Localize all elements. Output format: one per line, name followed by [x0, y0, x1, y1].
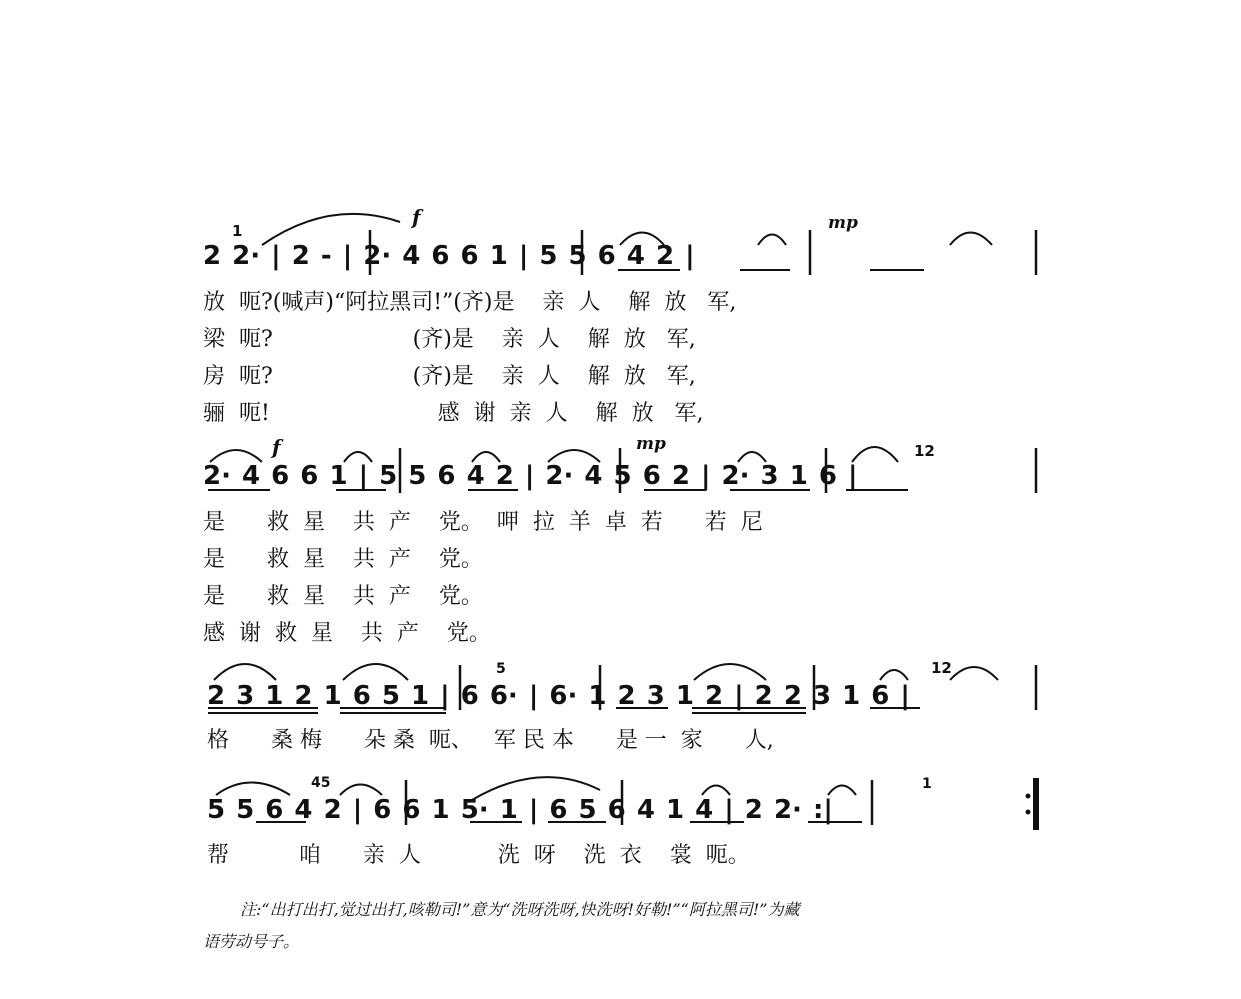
row-1-lyric-2: 梁 呃? (齐)是 亲 人 解 放 军,: [203, 327, 696, 352]
row-3-lyric-1: 格 桑 梅 朵 桑 呃、 军 民 本 是 一 家 人,: [207, 728, 774, 753]
row-2-notes: 2· 4 6 6 1 | 5 5 6 4 2 | 2· 4 5 6 2 | 2· 3 1 6 |: [203, 461, 858, 491]
slur: [620, 233, 664, 246]
row-4-grace-note-2: 1: [922, 776, 932, 792]
slur: [262, 214, 400, 245]
row-2-lyric-4: 感 谢 救 星 共 产 党。: [203, 621, 491, 646]
slur: [214, 664, 276, 680]
row-3-grace-note-1: 5: [496, 661, 506, 677]
slur: [472, 777, 600, 800]
slur: [343, 664, 408, 680]
row-1-lyric-1: 放 呃?(喊声)“阿拉黑司!”(齐)是 亲 人 解 放 军,: [203, 290, 737, 315]
row-2-dynamic-f: f: [272, 435, 281, 459]
slur: [702, 786, 730, 796]
row-4-notes: 5 5 6 4 2 | 6 6 1 5· 1 | 6 5 6 4 1 4 | 2 2· :|: [207, 795, 833, 825]
slur: [210, 450, 262, 462]
slur: [738, 452, 766, 462]
row-1-lyric-3: 房 呃? (齐)是 亲 人 解 放 军,: [203, 364, 696, 389]
slur: [950, 233, 992, 246]
row-1-grace-note: 1: [232, 222, 243, 240]
slur: [950, 667, 998, 680]
slur: [548, 450, 600, 462]
row-1-notes: 2 2· | 2 - | 2· 4 6 6 1 | 5 5 6 4 2 |: [203, 241, 695, 271]
row-4-lyric-1: 帮 咱 亲 人 洗 呀 洗 衣 裳 呃。: [207, 843, 750, 868]
slur: [828, 786, 856, 796]
row-2-lyric-2: 是 救 星 共 产 党。: [203, 547, 483, 572]
slur: [472, 452, 500, 462]
row-4-grace-note-1: 45: [311, 775, 331, 791]
slur: [694, 664, 766, 680]
slur: [344, 452, 372, 462]
row-2-lyric-3: 是 救 星 共 产 党。: [203, 584, 483, 609]
slur: [216, 783, 290, 796]
slur: [758, 235, 786, 246]
row-1-dynamic-f: f: [412, 205, 421, 229]
footnote-line-2: 语劳动号子。: [203, 932, 300, 951]
footnote-line-1: 注:“出打出打,觉过出打,咳勒司!”意为“洗呀洗呀,快洗呀!好勒!”“阿拉黑司!”为藏: [240, 900, 800, 919]
slur: [340, 785, 382, 796]
row-1-dynamic-mp: mp: [828, 213, 858, 233]
slur: [852, 447, 898, 462]
slur: [880, 670, 908, 680]
row-2-dynamic-mp: mp: [636, 434, 666, 454]
row-3-notes: 2 3 1 2 1 6 5 1 | 6 6· | 6· 1 2 3 1 2 | 2 2 3 1 6 |: [207, 681, 910, 711]
row-1-lyric-4: 骊 呃! 感 谢 亲 人 解 放 军,: [203, 401, 704, 426]
row-3-grace-note-2: 12: [931, 659, 952, 677]
row-2-grace-note: 12: [914, 442, 935, 460]
row-2-lyric-1: 是 救 星 共 产 党。 呷 拉 羊 卓 若 若 尼: [203, 510, 763, 535]
